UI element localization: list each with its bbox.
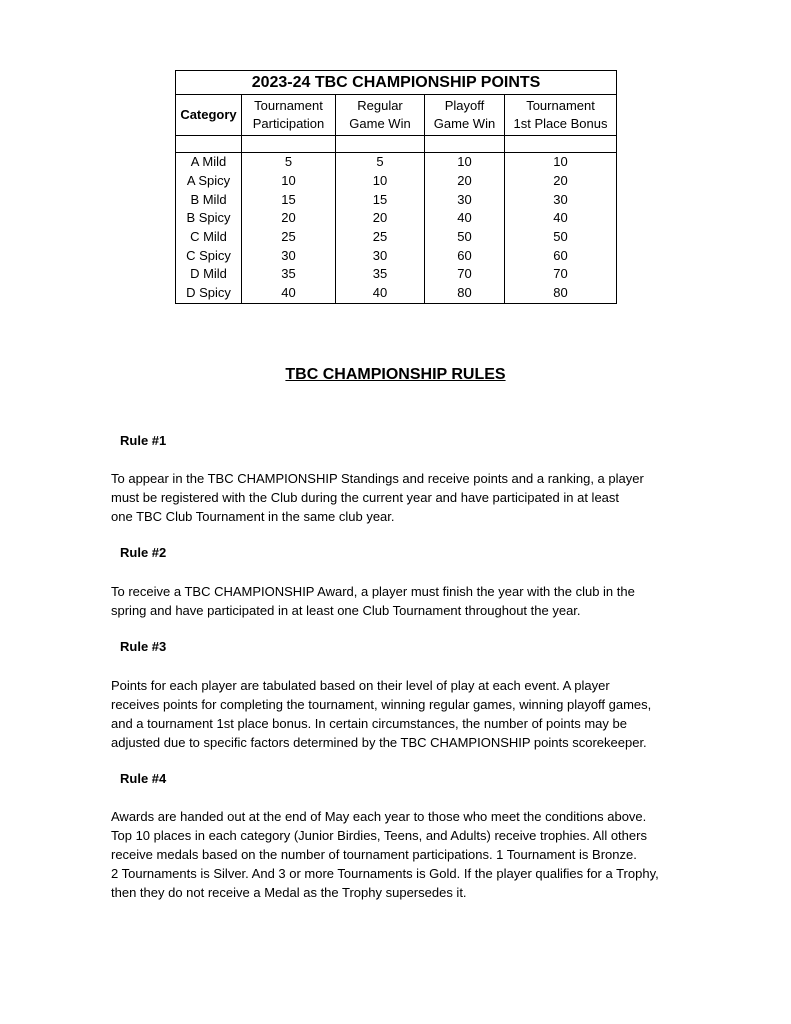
table-row: B Spicy 20 20 40 40: [176, 209, 617, 228]
table-row: A Spicy 10 10 20 20: [176, 172, 617, 191]
table-row: B Mild 15 15 30 30: [176, 190, 617, 209]
header-regular-game-win: Regular Game Win: [336, 95, 425, 136]
rules-title: TBC CHAMPIONSHIP RULES: [285, 366, 506, 383]
header-tournament-participation: Tournament Participation: [242, 95, 336, 136]
spacer-row: [176, 136, 617, 153]
table-row: A Mild 5 5 10 10: [176, 153, 617, 172]
rule-4-heading: Rule #4: [120, 771, 167, 786]
header-playoff-game-win: Playoff Game Win: [425, 95, 505, 136]
table-title: 2023-24 TBC CHAMPIONSHIP POINTS: [176, 71, 617, 95]
rule-3-text: Points for each player are tabulated based on their level of play at each event. A player receives points for completing the tournament, winning regular games, winning playoff games, and a tournament 1st place bonus. In certain circumstances, the number of points may be adjusted due to specific factors determined by the TBC CHAMPIONSHIP points scorekeeper.: [111, 678, 652, 750]
header-first-place-bonus: Tournament 1st Place Bonus: [505, 95, 617, 136]
table-row: D Spicy 40 40 80 80: [176, 284, 617, 303]
table-row: D Mild 35 35 70 70: [176, 265, 617, 284]
rule-1-text: To appear in the TBC CHAMPIONSHIP Standings and receive points and a ranking, a player must be registered with the Club during the current year and have participated in at least one TBC Club Tournament in the same club year.: [111, 471, 644, 524]
header-category: Category: [176, 95, 242, 136]
championship-points-table: [175, 70, 617, 304]
rule-2-heading: Rule #2: [120, 545, 167, 560]
rule-3-heading: Rule #3: [120, 639, 167, 654]
rule-2-text: To receive a TBC CHAMPIONSHIP Award, a player must finish the year with the club in the spring and have participated in at least one Club Tournament throughout the year.: [111, 584, 635, 618]
rule-4-text: Awards are handed out at the end of May each year to those who meet the conditions above. Top 10 places in each category (Junior Birdies, Teens, and Adults) receive trophies. All others receive medals based on the number of tournament participations. 1 Tournament is Bronze. 2 Tournaments is Silver. And 3 or more Tournaments is Gold. If the player qualifies for a Trophy, then they do not receive a Medal as the Trophy supersedes it.: [111, 809, 659, 900]
table-row: C Mild 25 25 50 50: [176, 228, 617, 247]
table-row: C Spicy 30 30 60 60: [176, 246, 617, 265]
rule-1-heading: Rule #1: [120, 433, 167, 448]
